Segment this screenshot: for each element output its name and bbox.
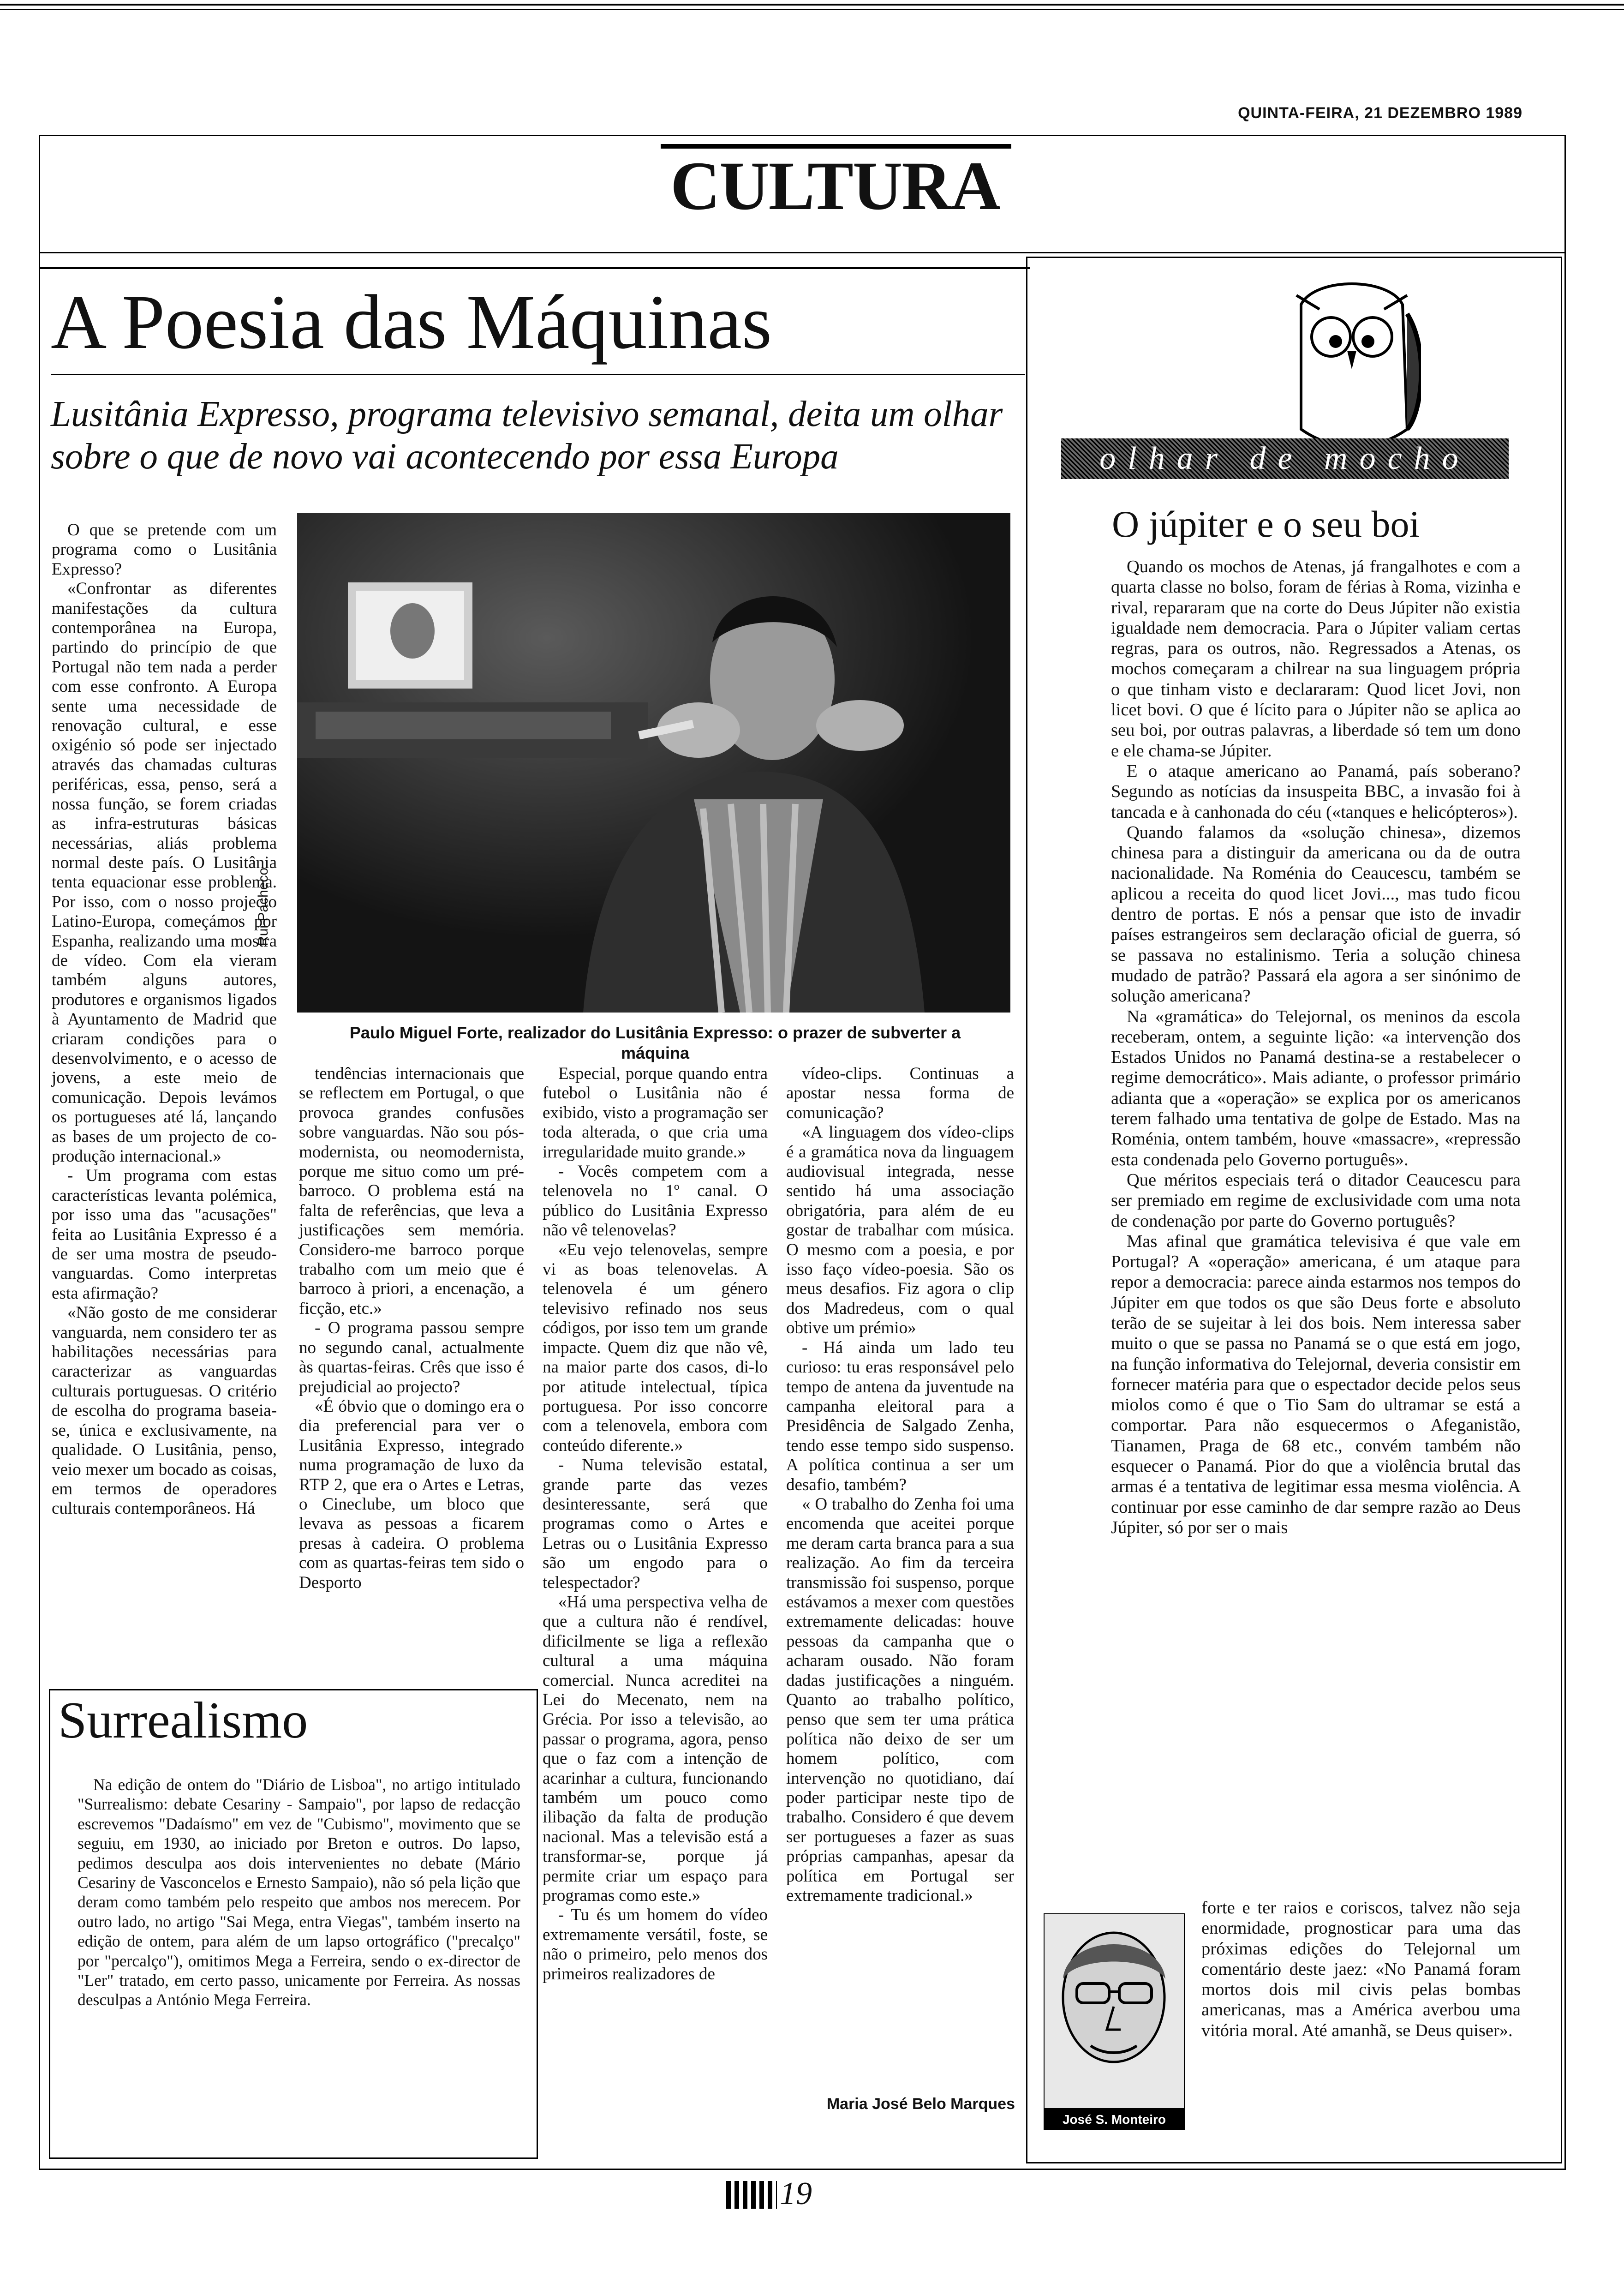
col2-para: - O programa passou sempre no segundo canal, actualmente às quartas-feiras. Crês que isso é prejudicial ao projecto? (299, 1318, 524, 1396)
opinion-para: Que méritos especiais terá o ditador Ceaucescu para ser premiado em regime de exclusividade com uma nota de condenação por parte do Governo português? (1111, 1170, 1521, 1231)
col2-para: «É óbvio que o domingo era o dia preferencial para ver o Lusitânia Expresso, integrado numa programação de luxo da RTP 2, que era o Artes e Letras, o Cineclube, um bloco que levava as pessoas a ficarem presas à cadeira. O problema com as quartas-feiras tem sido o Desporto (299, 1396, 524, 1592)
article-column-1 (52, 521, 277, 1519)
col1-para: «Não gosto de me considerar vanguarda, nem considero ter as habilitações necessárias para caracterizar as vanguardas culturais portuguesas. O critério de escolha do programa baseia-se, única e exclusivamente, na qualidade. O Lusitânia, penso, veio mexer um bocado as coisas, em termos de operadores culturais contemporâneos. Há (52, 1303, 277, 1518)
page-number: 19 (780, 2176, 812, 2211)
opinion-tail-para: forte e ter raios e coriscos, talvez não seja enormidade, prognosticar para uma das próximas edições do Telejornal um comentário deste jaez: «No Panamá foram mortos dois mil civis pelas bombas americanas, mas a América averbou uma vitória moral. Até amanhã, se Deus quiser». (1201, 1898, 1521, 2040)
opinion-tail (1201, 1898, 1521, 2041)
footer-logo (726, 2181, 777, 2209)
col3-para: Especial, porque quando entra futebol o Lusitânia não é exibido, visto a programação ser toda alterada, o que cria uma irregularidade muito grande.» (543, 1064, 768, 1162)
article-column-3 (543, 1064, 768, 1984)
col2-para: tendências internacionais que se reflectem em Portugal, o que provoca grandes confusões sobre vanguardas. Não sou pós-modernista, ou neomodernista, porque me situo como um pré-barroco. O problema está na falta de referências, que leva a justificações sem memória. Considero-me barroco porque trabalho com um meio que é barroco à priori, a encenação, a ficção, etc.» (299, 1064, 524, 1318)
author-caption: José S. Monteiro (1044, 2109, 1185, 2130)
photo-paulo-miguel-forte (297, 513, 1010, 1013)
col1-para: O que se pretende com um programa como o Lusitânia Expresso? (52, 521, 277, 579)
opinion-title: O júpiter e o seu boi (1112, 503, 1420, 545)
article-byline: Maria José Belo Marques (826, 2095, 1015, 2113)
section-title: CULTURA (670, 148, 1000, 224)
col3-para: - Vocês competem com a telenovela no 1º canal. O público do Lusitânia Expresso não vê telenovelas? (543, 1162, 768, 1240)
col4-para: «A linguagem dos vídeo-clips é a gramática nova da linguagem audiovisual integrada, nesse sentido há uma associação obrigatória, para além de eu gostar de trabalhar com música. O mesmo com a poesia, e por isso faço vídeo-poesia. São os meus desafios. Fiz agora o clip dos Madredeus, com o qual obtive um prémio» (786, 1123, 1014, 1338)
article-headline: A Poesia das Máquinas (51, 279, 772, 365)
opinion-para: E o ataque americano ao Panamá, país soberano? Segundo as notícias da insuspeita BBC, a invasão foi à tancada e à canhonada do céu («tanques e helicópteros»). (1111, 761, 1521, 822)
article-subhead: Lusitânia Expresso, programa televisivo semanal, deita um olhar sobre o que de novo vai acontecendo por essa Europa (51, 394, 1003, 477)
col3-para: - Tu és um homem do vídeo extremamente versátil, foste, se não o primeiro, pelo menos dos primeiros realizadores de (543, 1906, 768, 1983)
dateline: QUINTA-FEIRA, 21 DEZEMBRO 1989 (1238, 104, 1522, 122)
col3-para: «Eu vejo telenovelas, sempre vi as boas telenovelas. A telenovela é um género televisivo refinado nos seus códigos, por isso tem um grande impacte. Quem diz que não vê, na maior parte dos casos, di-lo por atitude intelectual, típica portuguesa. Por isso concorre com a telenovela, embora com conteúdo diferente.» (543, 1240, 768, 1455)
correction-text (78, 1775, 520, 2010)
article-column-2 (299, 1064, 524, 1593)
col4-para: « O trabalho do Zenha foi uma encomenda que aceitei porque me deram carta branca para a sua realização. Ao fim da terceira transmissão foi suspenso, porque estávamos a mexer com questões extremamente delicadas: houve pessoas da campanha que o acharam ousado. Não foram dadas justificações a ninguém. Quanto ao trabalho político, penso que sem ter uma prática política não deixo de ser um homem político, com intervenção no quotidiano, daí poder participar neste tipo de trabalho. Considero é que devem ser portugueses a fazer as suas próprias campanhas, apesar da política em Portugal ser extremamente tradicional.» (786, 1494, 1014, 1906)
col1-para: - Um programa com estas características levanta polémica, por isso uma das "acusações" feita ao Lusitânia Expresso é a de ser uma mostra de pseudo-vanguardas. Como interpretas esta afirmação? (52, 1166, 277, 1303)
photo-caption: Paulo Miguel Forte, realizador do Lusitânia Expresso: o prazer de subverter a máquina (349, 1023, 961, 1062)
col4-para: vídeo-clips. Continuas a apostar nessa forma de comunicação? (786, 1064, 1014, 1122)
opinion-para: Na «gramática» do Telejornal, os meninos da escola receberam, ontem, a seguinte lição: «a intervenção dos Estados Unidos no Panamá destina-se a restabelecer o regime democrático». Mais adiante, o professor primário adianta que a «operação» se explica por os americanos terem falhado uma tentativa de golpe de Estado. Mas na Roménia, ontem também, houve «massacre», «repressão esta condenada pelo Governo português». (1111, 1007, 1521, 1169)
opinion-para: Quando falamos da «solução chinesa», dizemos chinesa para a distinguir da americana ou da de outra nacionalidade. Na Roménia do Ceaucescu, também se aplicou a receita do quod licet Jovi..., mas tudo ficou dentro de portas. E nós a pensar que isto de invadir países estrangeiros sem declaração oficial de guerra, só se passava no estalinismo. Teria a solução chinesa mudado de patrão? Passará ela agora a ser sinónimo de solução americana? (1111, 822, 1521, 1006)
col3-para: «Há uma perspectiva velha de que a cultura não é rendível, dificilmente se liga a reflexão cultural a uma máquina comercial. Nunca acreditei na Lei do Mecenato, nem na Grécia. Por isso a televisão, ao passar o programa, agora, penso que o faz com a intenção de acarinhar a cultura, funcionando também um pouco como ilibação da falta de produção nacional. Mas a televisão está a transformar-se, porque já permite criar um espaço para programas como este.» (543, 1592, 768, 1906)
col4-para: - Há ainda um lado teu curioso: tu eras responsável pelo tempo de antena da juventude na campanha eleitoral para a Presidência de Salgado Zenha, tendo esse tempo sido suspenso. A política continua a ser um desafio, também? (786, 1338, 1014, 1494)
author-portrait (1044, 1913, 1185, 2109)
mocho-banner-label: olhar de mocho (1099, 441, 1470, 476)
correction-title: Surrealismo (58, 1692, 308, 1749)
correction-para: Na edição de ontem do "Diário de Lisboa", no artigo intitulado "Surrealismo: debate Cesariny - Sampaio", por lapso de redacção escrevemos "Dadaísmo" em vez de "Cubismo", movimento que se seguiu, em 1930, ao iniciado por Breton e outros. Do lapso, pedimos desculpa aos dois intervenientes no debate (Mário Cesariny de Vasconcelos e Ernesto Sampaio), não só pela lição que deram como também pelo respeito que ambos nos merecem. Por outro lado, no artigo "Sai Mega, entra Viegas", também inserto na edição de ontem, para além de um lapso ortográfico ("precalço" por "percalço"), omitimos Mega a Ferreira, sendo o ex-director de "Ler" tratado, em certo passo, unicamente por Ferreira. As nossas desculpas a António Mega Ferreira. (78, 1775, 520, 2009)
opinion-para: Mas afinal que gramática televisiva é que vale em Portugal? A «operação» americana, é um ataque para repor a democracia: parece ainda estarmos nos tempos do Júpiter em que todos os que são Deus forte e absoluto terão de se sujeitar à lei dos bois. Nem interessa saber muito o que se passa no Panamá se o que está em jogo, na função informativa do Telejornal, deveria consistir em fornecer matéria para que o espectador decide pelos seus miolos como é que o Tio Sam do ultramar se está a comportar. Para não esquecermos o Afeganistão, Tianamen, Praga de 68 etc., convém também não esquecer o Panamá. Pior do que a violência brutal das armas é a tentativa de legitimar essa mesma violência. A continuar por esse caminho de dar sempre razão ao Deus Júpiter, só por ser o mais (1111, 1231, 1521, 1537)
col3-para: - Numa televisão estatal, grande parte das vezes desinteressante, será que programas como o Artes e Letras ou o Lusitânia Expresso são um engodo para o telespectador? (543, 1456, 768, 1592)
col1-para: «Confrontar as diferentes manifestações da cultura contemporânea na Europa, partindo do princípio de que Portugal não tem nada a perder com esse confronto. A Europa sente uma necessidade de renovação cultural, e esse oxigénio só pode ser injectado através das chamadas culturas periféricas, essa, penso, será a nossa função, se forem criadas as infra-estruturas básicas necessárias, aliás problema normal deste país. O Lusitânia tenta equacionar esse problema. Por isso, com o nosso projecto Latino-Europa, começámos por Espanha, realizando uma mostra de vídeo. Com ela vieram também alguns autores, produtores e organismos ligados à Ayuntamento de Madrid que criaram condições para o desenvolvimento, e o acesso de jovens, a este meio de comunicação. Depois levámos os portugueses até lá, lançando as bases de um projecto de co-produção internacional.» (52, 579, 277, 1166)
article-column-4 (786, 1064, 1014, 1906)
photo-credit: Rui Pacheco (256, 867, 271, 946)
opinion-text (1111, 557, 1521, 1538)
opinion-para: Quando os mochos de Atenas, já frangalhotes e com a quarta classe no bolso, foram de férias à Roma, vizinha e rival, repararam que na corte do Deus Júpiter não existia igualdade nem democracia. Para o Júpiter valiam certas regras, para os outros, não. Regressados a Atenas, os mochos começaram a chilrear na sua linguagem própria o que tinham visto e declararam: Quod licet Jovi, non licet bovi. O que é lícito para o Júpiter não se aplica ao seu boi, por outras palavras, a liberdade só tem um dono e ele chama-se Júpiter. (1111, 557, 1521, 761)
owl-illustration (1283, 277, 1421, 452)
